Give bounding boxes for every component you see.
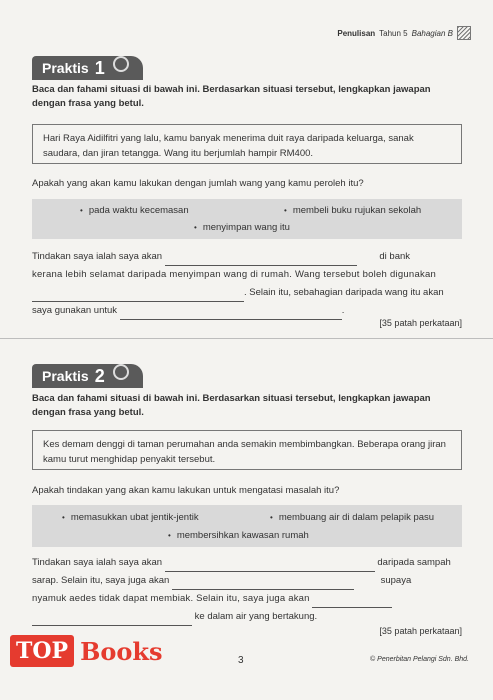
header-part: Bahagian B [411,28,453,38]
page-number: 3 [238,655,244,666]
practice-2-tab [32,364,143,388]
practice-1-question: Apakah yang akan kamu lakukan dengan jumlah wang yang kamu peroleh itu? [32,178,364,189]
option-item: • menyimpan wang itu [194,222,290,233]
practice-2-label: Praktis [42,368,89,384]
answer-blank[interactable] [32,613,192,626]
practice-2-options [32,505,462,547]
option-item: • membeli buku rujukan sekolah [284,205,422,216]
practice-1-answer: Tindakan saya ialah saya akan di bank kerana lebih selamat daripada menyimpan wang di rumah. Wang tersebut boleh digunakan . Selain itu, sebahagian daripada wang itu akan saya gunakan untuk . [32,248,462,320]
topbooks-logo: TOP Books [10,634,190,668]
pattern-icon [457,26,471,40]
option-item: • memasukkan ubat jentik-jentik [62,512,199,523]
practice-2-word-count: [35 patah perkataan] [379,626,462,636]
practice-1-word-count: [35 patah perkataan] [379,318,462,328]
practice-1-tab [32,56,143,80]
publisher-credit: © Penerbitan Pelangi Sdn. Bhd. [370,656,469,663]
answer-blank[interactable] [312,595,392,608]
practice-2-answer: Tindakan saya ialah saya akan daripada sampah sarap. Selain itu, saya juga akan supaya nyamuk aedes tidak dapat membiak. Selain itu, saya juga akan ke dalam air yang bertakung. [32,554,462,626]
practice-1-number: 1 [94,57,105,78]
practice-2-question: Apakah tindakan yang akan kamu lakukan untuk mengatasi masalah itu? [32,485,340,496]
option-item: • membuang air di dalam pelapik pasu [270,512,435,523]
answer-blank[interactable] [165,559,375,572]
header-section: Penulisan [337,28,376,38]
practice-1-situation: Hari Raya Aidilfitri yang lalu, kamu banyak menerima duit raya daripada keluarga, sanak saudara, dan jiran tetangga. Wang itu berjumlah hampir RM400. [32,124,462,164]
practice-2-situation: Kes demam denggi di taman perumahan anda semakin membimbangkan. Beberapa orang jiran kamu turut menghidap penyakit tersebut. [32,430,462,470]
answer-blank[interactable] [172,577,354,590]
magnifier-icon [113,364,129,380]
practice-1-label: Praktis [42,60,89,76]
answer-blank[interactable] [120,307,342,320]
option-item: • membersihkan kawasan rumah [168,530,309,541]
page-header [337,26,471,40]
magnifier-icon [113,56,129,72]
answer-blank[interactable] [165,253,357,266]
option-item: • pada waktu kecemasan [80,205,189,216]
practice-1-instruction: Baca dan fahami situasi di bawah ini. Berdasarkan situasi tersebut, lengkapkan jawapan dengan frasa yang betul. [32,84,431,109]
header-year: Tahun 5 [379,28,408,38]
answer-blank[interactable] [32,289,244,302]
practice-2-number: 2 [94,365,105,386]
practice-1-options [32,199,462,239]
section-divider [0,338,493,339]
practice-2-instruction: Baca dan fahami situasi di bawah ini. Berdasarkan situasi tersebut, lengkapkan jawapan dengan frasa yang betul. [32,393,431,418]
